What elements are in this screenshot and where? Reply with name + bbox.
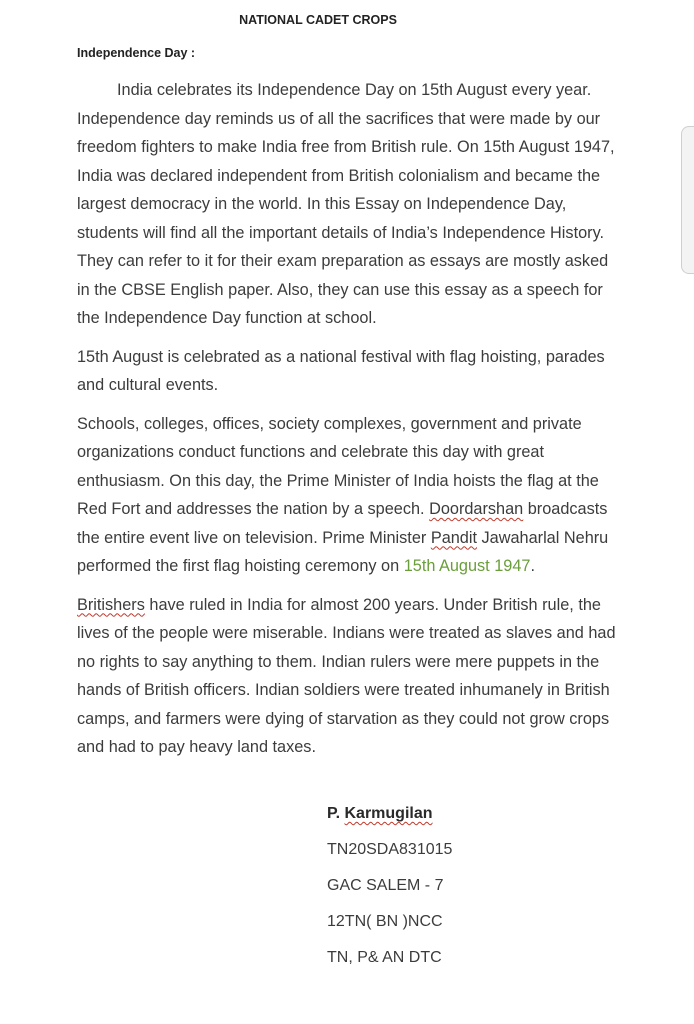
paragraph-2: 15th August is celebrated as a national festival with flag hoisting, parades and cultural events.: [77, 347, 605, 394]
spellcheck-word-doordarshan: Doordarshan: [429, 500, 524, 518]
paragraph-3-text: .: [530, 557, 535, 575]
highlighted-date: 15th August 1947: [403, 557, 531, 575]
essay-body: [77, 76, 625, 772]
paragraph-3: [77, 410, 625, 581]
document-title: NATIONAL CADET CROPS: [239, 13, 397, 27]
spellcheck-word-pandit: Pandit: [430, 528, 477, 547]
paragraph-3-text: broadcasts the entire event live on television. Prime Minister: [77, 500, 608, 547]
signature-college: GAC SALEM - 7: [327, 877, 444, 894]
signature-unit: 12TN( BN )NCC: [327, 913, 443, 930]
signature-name: [327, 796, 452, 832]
section-heading: Independence Day :: [77, 46, 196, 60]
paragraph-3-text: Jawaharlal Nehru performed the first flag hoisting ceremony on: [77, 528, 609, 575]
paragraph-4-text: have ruled in India for almost 200 years. Under British rule, the lives of the people were miserable. Indians were treated as slaves and had no rights to say anything to them. Indian rulers were mere puppets in the hands of British officers. Indian soldiers were treated inhumanely in British camps, and farmers were dying of starvation as they could not grow crops and had to pay heavy land taxes.: [77, 595, 616, 756]
signature-surname: Karmugilan: [344, 805, 433, 822]
signature-regno: TN20SDA831015: [327, 841, 453, 858]
spellcheck-word-britishers: Britishers: [77, 595, 145, 614]
paragraph-3-text: Schools, colleges, offices, society complexes, government and private organizations conduct functions and celebrate this day with great enthusiasm. On this day, the Prime Minister of India hoists the flag at the Red Fort and addresses the nation by a speech.: [77, 414, 599, 518]
signature-block: [327, 796, 452, 976]
paragraph-4: [77, 591, 625, 762]
signature-name-prefix: P.: [327, 805, 345, 822]
scroll-handle[interactable]: [681, 126, 694, 274]
paragraph-1: India celebrates its Independence Day on 15th August every year. Independence day reminds us of all the sacrifices that were made by our freedom fighters to make India free from British rule. On 15th August 1947, India was declared independent from British colonialism and became the largest democracy in the world. In this Essay on Independence Day, students will find all the important details of India’s Independence History. They can refer to it for their exam preparation as essays are mostly asked in the CBSE English paper. Also, they can use this essay as a speech for the Independence Day function at school.: [77, 81, 615, 327]
signature-directorate: TN, P& AN DTC: [327, 949, 442, 966]
